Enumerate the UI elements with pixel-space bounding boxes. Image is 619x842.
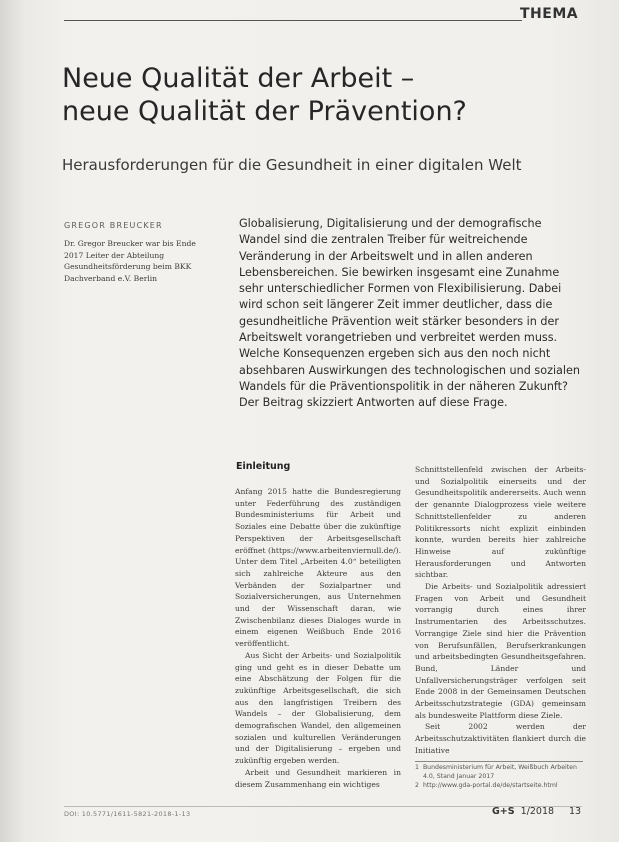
section-label: THEMA — [520, 6, 579, 22]
doi-reference: DOI: 10.5771/1611-5821-2018-1-13 — [64, 810, 191, 818]
paragraph: Schnittstellenfeld zwischen der Arbeits- und Sozialpolitik einerseits und der Gesundheitspolitik andererseits. Auch wenn der genannte Dialogprozess viele weitere Schnittstellenfelder zu anderen Politikressorts nicht explizit einbinden konnte, wurden bereits hier zahlreiche Hinweise auf zukünftige Herausforderungen und Antworten sichtbar. — [415, 465, 586, 580]
lead-paragraph: Globalisierung, Digitalisierung und der demografische Wandel sind die zentralen Treiber für weitreichende Veränderung in der Arbeitswelt und in allen anderen Lebensbereichen. Sie bewirken insgesamt eine Zunahme sehr unterschiedlicher Formen von Flexibilisierung. Dabei wird schon seit längerer Zeit immer deutlicher, dass die gesundheitliche Prävention weit stärker besonders in der Arbeitswelt vorangetrieben und verbreitet werden muss. Welche Konsequenzen ergeben sich aus den noch nicht absehbaren Auswirkungen des technologischen und sozialen Wandels für die Präventionspolitik in der näheren Zukunft? Der Beitrag skizziert Antworten auf diese Frage. — [239, 217, 580, 410]
footnote-rule — [415, 761, 583, 762]
paragraph: Seit 2002 werden der Arbeitsschutzaktivitäten flankiert durch die Initiative — [415, 722, 586, 755]
paragraph: Aus Sicht der Arbeits- und Sozialpolitik ging und geht es in dieser Debatte um eine Abschätzung der Folgen für die zukünftige Arbeitsgesellschaft, die sich aus den langfristigen Treibern des Wandels – der Globalisierung, dem demografischen Wandel, den allgemeinen sozialen und kulturellen Veränderungen und der Digitalisierung – ergeben und zukünftig ergeben werden. — [235, 650, 401, 766]
header-rule — [64, 20, 522, 21]
footnote-text: Bundesministerium für Arbeit, Weißbuch Arbeiten 4.0, Stand Januar 2017 — [422, 764, 577, 780]
body-column-2 — [415, 464, 586, 757]
page-binding-shadow — [0, 0, 26, 842]
footnote-number: 2 — [415, 781, 419, 789]
paragraph: Anfang 2015 hatte die Bundesregierung unter Federführung des zuständigen Bundesministeriums für Arbeit und Soziales eine Debatte über die zukünftige Perspektiven der Arbeitsgesellschaft eröffnet (https://www.arbeitenviernull.de/). Unter dem Titel „Arbeiten 4.0“ beteiligten sich zahlreiche Akteure aus den Verbänden der Sozialpartner und Sozialversicherungen, aus Unternehmen und der Wissenschaft daran, wie Zwischenbilanz dieses Dialoges wurde in einem eigenen Weißbuch Ende 2016 veröffentlicht. — [235, 487, 401, 649]
journal-name: G+S — [492, 806, 515, 817]
page-number: 13 — [569, 806, 582, 817]
footnote — [415, 782, 586, 791]
section-heading: Einleitung — [236, 461, 291, 472]
footnote-text: http://www.gda-portal.de/de/startseite.html — [422, 781, 558, 789]
issue-number: 1/2018 — [520, 806, 555, 817]
article-title — [62, 62, 582, 128]
title-line-2: neue Qualität der Prävention? — [62, 96, 467, 127]
footnote — [415, 764, 586, 782]
title-line-1: Neue Qualität der Arbeit – — [62, 63, 415, 94]
author-name: GREGOR BREUCKER — [64, 221, 163, 230]
author-bio: Dr. Gregor Breucker war bis Ende 2017 Leiter der Abteilung Gesundheitsförderung beim BKK Dachverband e.V. Berlin — [64, 239, 196, 283]
footnote-number: 1 — [415, 764, 419, 771]
article-subtitle: Herausforderungen für die Gesundheit in einer digitalen Welt — [62, 156, 522, 174]
paragraph: Arbeit und Gesundheit markieren in diesem Zusammenhang ein wichtiges — [235, 767, 401, 789]
paragraph: Die Arbeits- und Sozialpolitik adressiert Fragen von Arbeit und Gesundheit vorrangig durch eines ihrer Instrumentarien des Arbeitsschutzes. Vorrangige Ziele sind hier die Prävention von Berufsunfällen, Berufserkrankungen und arbeitsbedingten Gesundheitsgefahren. Bund, Länder und Unfallversicherungsträger verfolgen seit Ende 2008 in der Gemeinsamen Deutschen Arbeitsschutzstrategie (GDA) gemeinsam als bundesweite Plattform diese Ziele. — [415, 582, 586, 720]
footnotes — [415, 764, 586, 790]
journal-issue — [492, 806, 554, 817]
body-column-1 — [235, 486, 401, 790]
